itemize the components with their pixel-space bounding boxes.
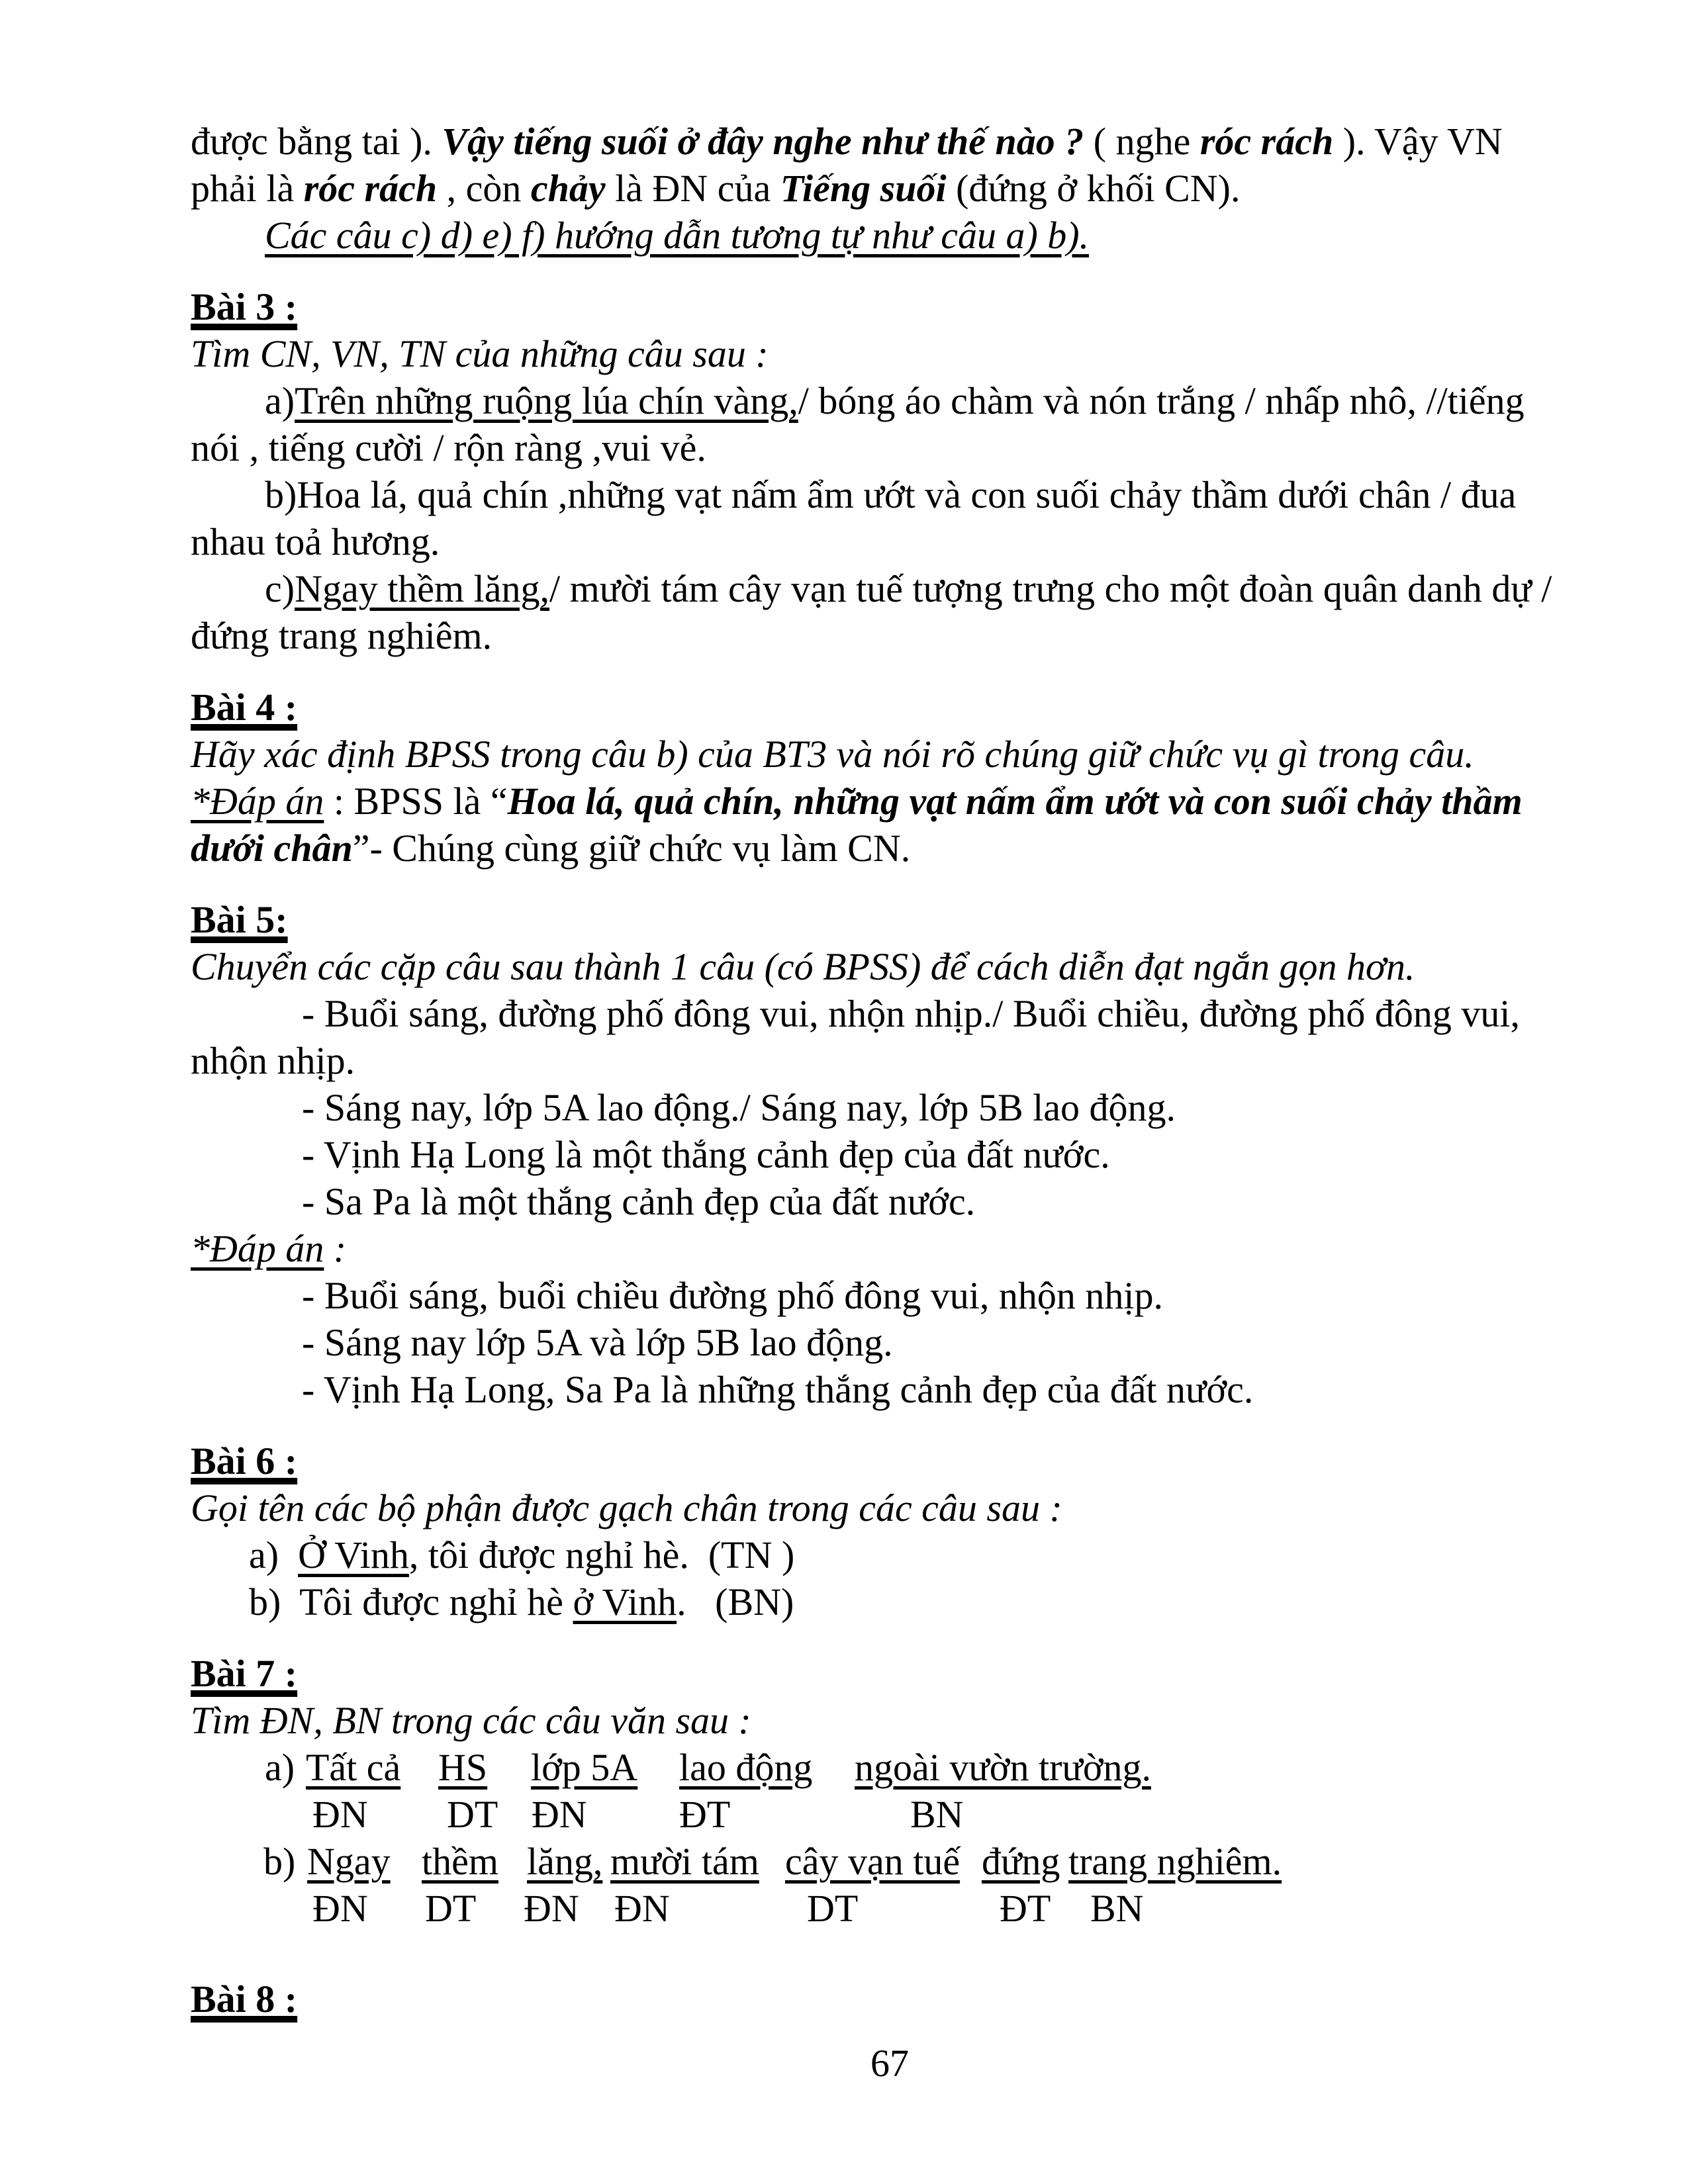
- item-a-continuation: [191, 424, 1589, 471]
- underlined-word: HS: [438, 1746, 488, 1789]
- underlined-word: đứng: [982, 1840, 1060, 1883]
- item-c-line: [191, 565, 1589, 612]
- page-number: [191, 2040, 1589, 2087]
- dash-item: [191, 1178, 1589, 1225]
- section-heading-bai-3: [191, 283, 1589, 330]
- text-run: - Vịnh Hạ Long, Sa Pa là những thắng cảnh đẹp của đất nước.: [302, 1368, 1254, 1411]
- paragraph-line: [191, 118, 1589, 165]
- text-run: - Buổi sáng, buổi chiều đường phố đông vui, nhộn nhịp.: [302, 1274, 1163, 1317]
- text-run: / mười tám cây vạn tuế tượng trưng cho một đoàn quân danh dự /: [549, 567, 1552, 610]
- grammar-label: ĐN: [532, 1793, 587, 1836]
- dash-item: [191, 990, 1589, 1037]
- exercise-prompt: [191, 1697, 1589, 1744]
- item-marker: a): [265, 1746, 295, 1789]
- emphasis-run: Vậy tiếng suối ở đây nghe như thế nào ?: [442, 120, 1094, 163]
- underlined-word: mười tám: [610, 1840, 759, 1883]
- underlined-word: lớp 5A: [531, 1746, 638, 1789]
- text-run: là ĐN của: [605, 167, 780, 210]
- section-heading-bai-8: [191, 1976, 1589, 2023]
- note-line: [191, 212, 1589, 259]
- text-run: - Sáng nay lớp 5A và lớp 5B lao động.: [302, 1321, 893, 1364]
- answer-line: [191, 778, 1589, 825]
- answer-label: *Đáp án: [191, 1227, 324, 1270]
- heading-text: Bài 4 :: [191, 686, 298, 729]
- underlined-word: trang nghiêm.: [1068, 1840, 1282, 1883]
- prompt-text: Chuyển các cặp câu sau thành 1 câu (có BPSS) để cách diễn đạt ngắn gọn hơn.: [191, 945, 1415, 988]
- item-marker: c): [265, 567, 295, 610]
- underlined-word: ngoài vườn trường.: [855, 1746, 1151, 1789]
- text-run: - Sáng nay, lớp 5A lao động./ Sáng nay, lớp 5B lao động.: [302, 1086, 1176, 1129]
- paragraph-line: [191, 165, 1589, 212]
- grammar-label: ĐN: [312, 1887, 368, 1930]
- item-b-line: [191, 471, 1589, 518]
- text-run: - Buổi sáng, đường phố đông vui, nhộn nhịp./ Buổi chiều, đường phố đông vui,: [302, 992, 1520, 1035]
- underlined-word: thềm: [422, 1840, 498, 1883]
- answer-continuation: [191, 825, 1589, 872]
- underlined-word: cây vạn tuế: [785, 1840, 961, 1883]
- section-heading-bai-5: [191, 896, 1589, 943]
- dash-item: [191, 1366, 1589, 1413]
- section-heading-bai-7: [191, 1650, 1589, 1697]
- page-number-text: 67: [870, 2042, 909, 2085]
- prompt-text: Hãy xác định BPSS trong câu b) của BT3 và nói rõ chúng giữ chức vụ gì trong câu.: [191, 733, 1474, 776]
- sentence-b-labels-row: [191, 1885, 1589, 1932]
- item-b-continuation: [191, 518, 1589, 565]
- heading-text: Bài 3 :: [191, 285, 298, 328]
- grammar-label: DT: [807, 1887, 859, 1930]
- prompt-text: Tìm CN, VN, TN của những câu sau :: [191, 332, 769, 375]
- grammar-label: DT: [425, 1887, 477, 1930]
- underlined-note: Các câu c) d) e) f) hướng dẫn tương tự như câu a) b).: [265, 214, 1090, 257]
- text-run: được bằng tai ).: [191, 120, 442, 163]
- text-run: - Vịnh Hạ Long là một thắng cảnh đẹp của đất nước.: [302, 1133, 1110, 1176]
- underlined-word: lăng,: [527, 1840, 603, 1883]
- grammar-label: DT: [447, 1793, 498, 1836]
- item-marker: b): [263, 1840, 296, 1883]
- text-run: đứng trang nghiêm.: [191, 614, 492, 657]
- emphasis-run: chảy: [530, 167, 606, 210]
- item-b-line: [191, 1578, 1589, 1625]
- text-run: - Sa Pa là một thắng cảnh đẹp của đất nước.: [302, 1180, 976, 1223]
- item-c-continuation: [191, 612, 1589, 659]
- item-marker: b) Tôi được nghỉ hè: [249, 1580, 573, 1623]
- item-marker: a): [265, 379, 295, 422]
- emphasis-run: Tiếng suối: [780, 167, 947, 210]
- text-run: nói , tiếng cười / rộn ràng ,vui vẻ.: [191, 426, 706, 469]
- prompt-text: Tìm ĐN, BN trong các câu văn sau :: [191, 1699, 751, 1742]
- text-run: , còn: [437, 167, 531, 210]
- prompt-text: Gọi tên các bộ phận được gạch chân trong các câu sau :: [191, 1486, 1062, 1529]
- heading-text: Bài 5:: [191, 898, 288, 941]
- text-run: b)Hoa lá, quả chín ,những vạt nấm ẩm ướt và con suối chảy thầm dưới chân / đua: [265, 473, 1517, 516]
- text-run: nhau toả hương.: [191, 520, 440, 563]
- heading-text: Bài 7 :: [191, 1652, 298, 1695]
- grammar-label: BN: [1090, 1887, 1144, 1930]
- grammar-label: ĐT: [1000, 1887, 1051, 1930]
- text-run: (đứng ở khối CN).: [946, 167, 1241, 210]
- text-run: : BPSS là “: [324, 780, 508, 823]
- answer-label: *Đáp án: [191, 780, 324, 823]
- item-a-line: [191, 1531, 1589, 1578]
- grammar-label: BN: [910, 1793, 964, 1836]
- dash-item: [191, 1084, 1589, 1131]
- text-run: ( nghe: [1093, 120, 1200, 163]
- text-run: ”- Chúng cùng giữ chức vụ làm CN.: [352, 827, 911, 870]
- exercise-prompt: [191, 731, 1589, 778]
- sentence-a-words-row: [191, 1744, 1589, 1791]
- underlined-word: Ngay: [307, 1840, 391, 1883]
- exercise-prompt: [191, 330, 1589, 377]
- dash-item-continuation: [191, 1037, 1589, 1084]
- underlined-phrase: Ở Vinh: [298, 1533, 409, 1576]
- answer-line: [191, 1225, 1589, 1272]
- text-run: ). Vậy VN: [1333, 120, 1503, 163]
- text-run: nhộn nhịp.: [191, 1039, 355, 1082]
- grammar-label: ĐT: [679, 1793, 731, 1836]
- underlined-phrase: ở Vinh: [573, 1580, 677, 1623]
- grammar-label: ĐN: [312, 1793, 368, 1836]
- underlined-phrase: Ngay thềm lăng,: [295, 567, 550, 610]
- underlined-phrase: Trên những ruộng lúa chín vàng,: [295, 379, 798, 422]
- sentence-a-labels-row: [191, 1791, 1589, 1838]
- text-run: , tôi được nghỉ hè. (TN ): [408, 1533, 795, 1576]
- heading-text: Bài 8 :: [191, 1978, 298, 2021]
- dash-item: [191, 1272, 1589, 1319]
- text-run: phải là: [191, 167, 304, 210]
- sentence-b-words-row: [191, 1838, 1589, 1885]
- emphasis-run: róc rách: [303, 167, 438, 210]
- underlined-word: Tất cả: [306, 1746, 401, 1789]
- emphasis-run: róc rách: [1199, 120, 1334, 163]
- underlined-word: lao động: [679, 1746, 813, 1789]
- emphasis-run: Hoa lá, quả chín, những vạt nấm ẩm ướt và con suối chảy thầm: [507, 780, 1523, 823]
- section-heading-bai-4: [191, 684, 1589, 731]
- dash-item: [191, 1319, 1589, 1366]
- grammar-label: ĐN: [614, 1887, 670, 1930]
- text-run: :: [324, 1227, 347, 1270]
- exercise-prompt: [191, 1484, 1589, 1531]
- heading-text: Bài 6 :: [191, 1439, 298, 1482]
- exercise-prompt: [191, 943, 1589, 990]
- grammar-label: ĐN: [524, 1887, 579, 1930]
- text-run: . (BN): [677, 1580, 794, 1623]
- text-run: / bóng áo chàm và nón trắng / nhấp nhô, //tiếng: [798, 379, 1524, 422]
- section-heading-bai-6: [191, 1437, 1589, 1484]
- item-marker: a): [249, 1533, 299, 1576]
- item-a-line: [191, 377, 1589, 424]
- emphasis-run: dưới chân: [191, 827, 353, 870]
- dash-item: [191, 1131, 1589, 1178]
